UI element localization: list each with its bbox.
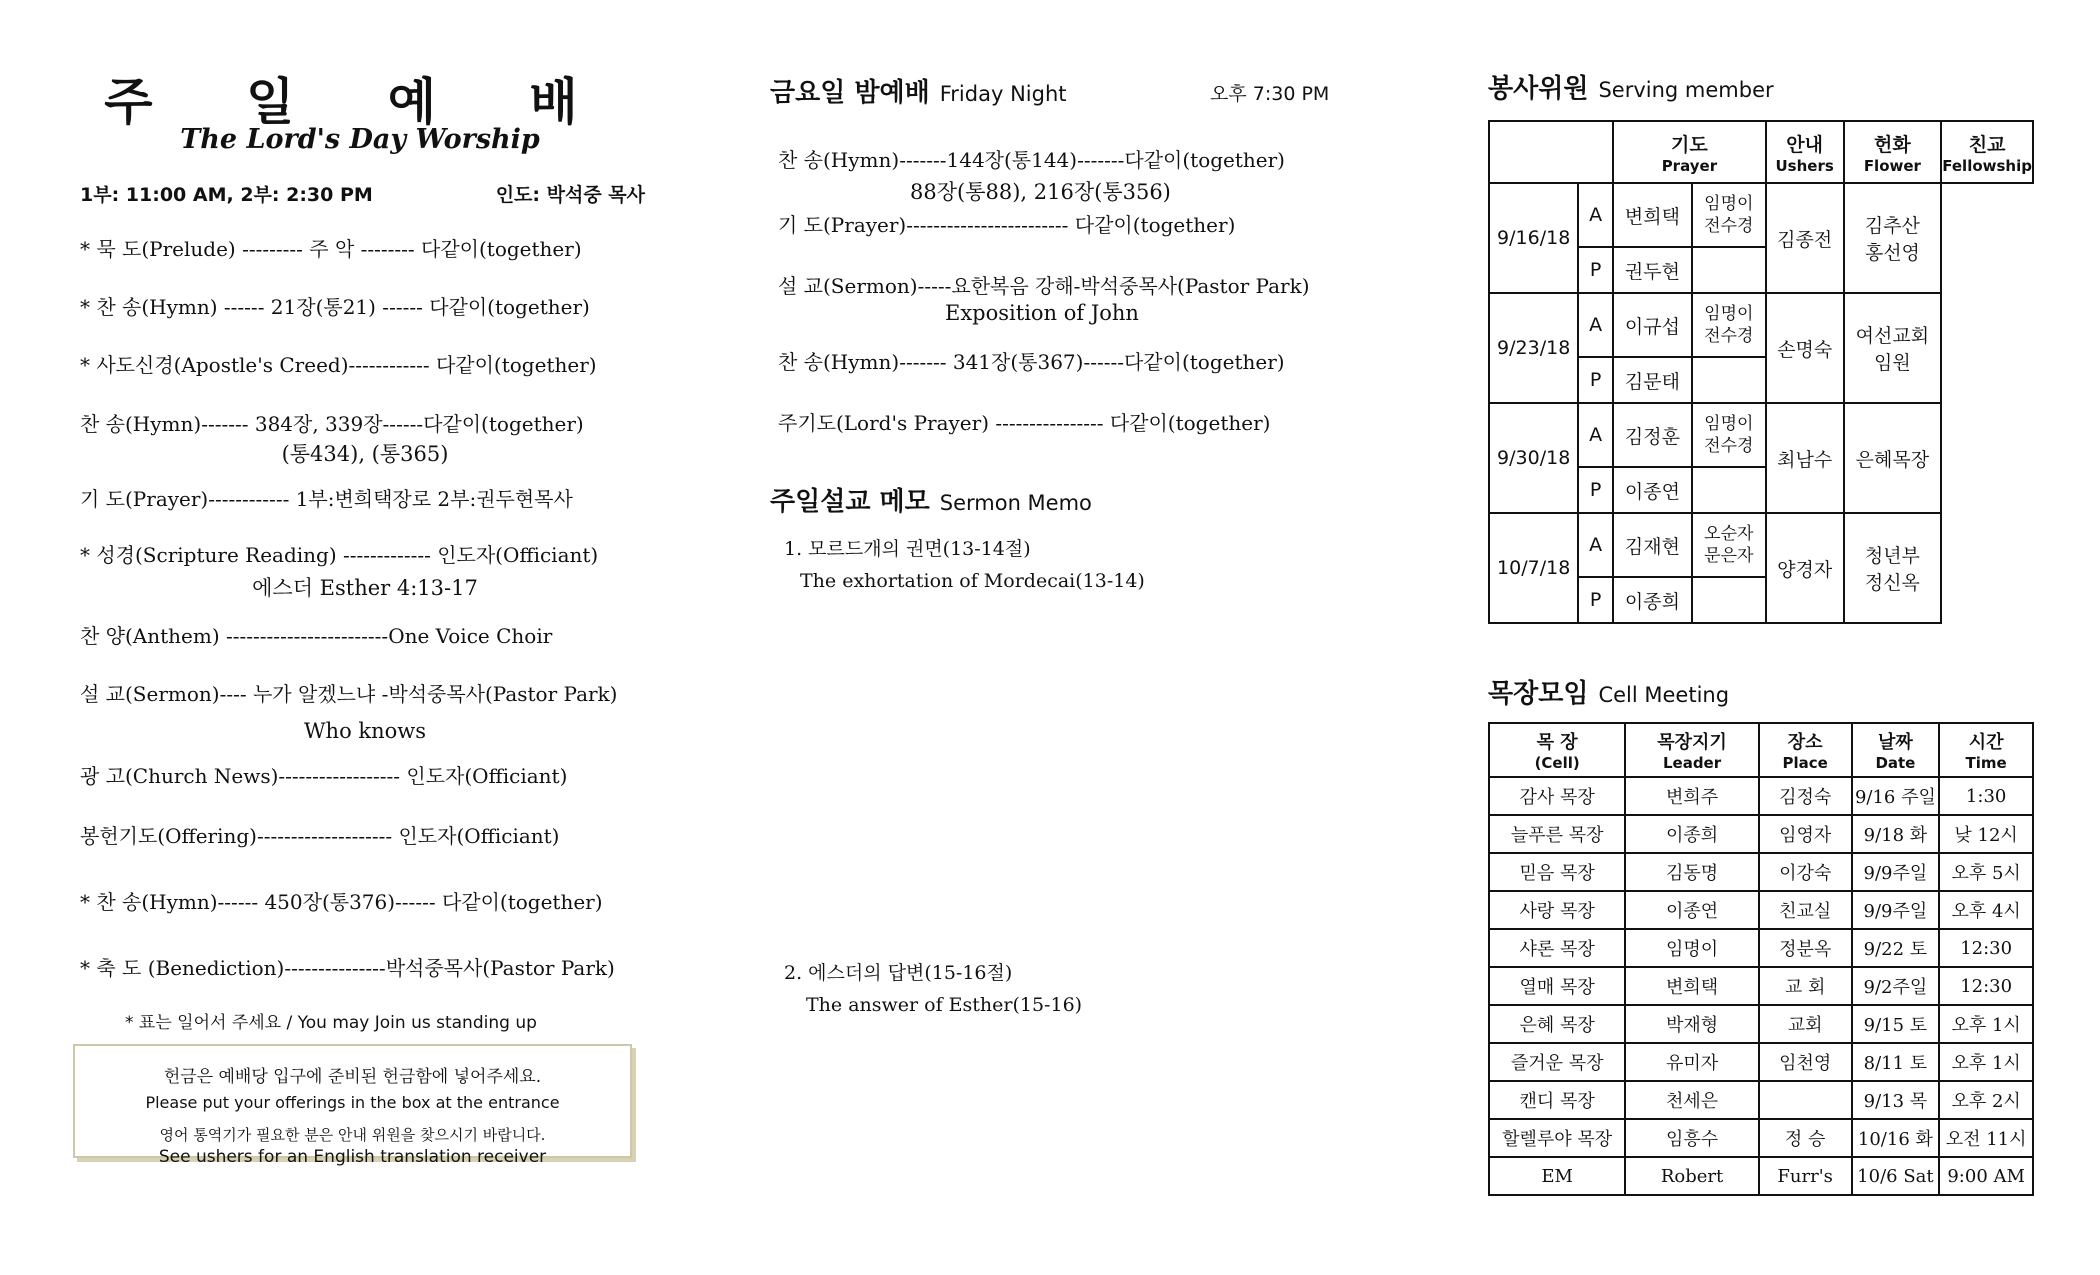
prayer-p: 이종희: [1613, 577, 1692, 623]
friday-title-en: Friday Night: [939, 82, 1067, 106]
serving-header-row: [1489, 121, 2033, 183]
serving-header-blank: [1489, 121, 1613, 183]
cell-header-row: [1489, 723, 2033, 777]
flower: 양경자: [1766, 513, 1844, 623]
header-ushers: 안내 Ushers: [1766, 121, 1844, 183]
cell-place: 교 회: [1759, 967, 1852, 1005]
service-times-row: [80, 180, 645, 207]
friday-heading: [770, 72, 1067, 109]
prayer-p: 이종연: [1613, 467, 1692, 513]
p-label: P: [1578, 247, 1613, 293]
cell-table: [1488, 722, 2034, 1196]
cell-place: 임영자: [1759, 815, 1852, 853]
ushers-blank: [1692, 467, 1766, 513]
ushers: 임명이 전수경: [1692, 183, 1766, 247]
order-item: 봉헌기도(Offering)-------------------- 인도자(Officiant): [80, 824, 560, 848]
ushers: 오순자 문은자: [1692, 513, 1766, 577]
table-row: [1489, 1157, 2033, 1195]
flower: 최남수: [1766, 403, 1844, 513]
cell-date: 9/18 화: [1852, 815, 1940, 853]
cell-date: 10/6 Sat: [1852, 1157, 1940, 1195]
cell-time: 1:30: [1939, 777, 2033, 815]
cell-name: 믿음 목장: [1489, 853, 1625, 891]
cell-place: 정분옥: [1759, 929, 1852, 967]
serving-row: [1489, 513, 2033, 577]
cell-heading: [1488, 673, 1729, 710]
header-cell: 목 장 (Cell): [1489, 723, 1625, 777]
header-place: 장소 Place: [1759, 723, 1852, 777]
order-item: 설 교(Sermon)---- 누가 알겠느냐 -박석중목사(Pastor Park): [80, 682, 618, 706]
cell-name: 열매 목장: [1489, 967, 1625, 1005]
cell-place: 교회: [1759, 1005, 1852, 1043]
p-label: P: [1578, 577, 1613, 623]
serving-row: [1489, 293, 2033, 357]
a-label: A: [1578, 183, 1613, 247]
a-label: A: [1578, 293, 1613, 357]
order-item: 기 도(Prayer)------------ 1부:변희택장로 2부:권두현목사: [80, 487, 573, 511]
friday-title: 금요일 밤예배: [770, 78, 930, 108]
cell-name: 감사 목장: [1489, 777, 1625, 815]
cell-date: 9/2주일: [1852, 967, 1940, 1005]
cell-date: 9/9주일: [1852, 853, 1940, 891]
friday-sermon-en: Exposition of John: [945, 301, 1139, 325]
cell-time: 낮 12시: [1939, 815, 2033, 853]
fellowship: 은혜목장: [1844, 403, 1942, 513]
cell-date: 10/16 화: [1852, 1119, 1940, 1157]
cell-place: 정 승: [1759, 1119, 1852, 1157]
a-label: A: [1578, 403, 1613, 467]
friday-item: 설 교(Sermon)-----요한복음 강해-박석중목사(Pastor Park): [778, 274, 1310, 298]
cell-place: 임천영: [1759, 1043, 1852, 1081]
cell-place: 김정숙: [1759, 777, 1852, 815]
friday-item: 찬 송(Hymn)-------144장(통144)-------다같이(together): [778, 148, 1285, 172]
ushers: 임명이 전수경: [1692, 293, 1766, 357]
table-row: [1489, 1005, 2033, 1043]
p-label: P: [1578, 467, 1613, 513]
offering-notice-en: Please put your offerings in the box at the entrance: [145, 1093, 560, 1112]
memo-point-1-ko: 1. 모르드개의 권면(13-14절): [784, 538, 1031, 560]
translation-notice-ko: 영어 통역기가 필요한 분은 안내 위원을 찾으시기 바랍니다.: [159, 1126, 546, 1144]
cell-name: 늘푸른 목장: [1489, 815, 1625, 853]
cell-leader: 변희주: [1625, 777, 1758, 815]
cell-title: 목장모임: [1488, 679, 1589, 709]
cell-leader: 임명이: [1625, 929, 1758, 967]
service-leader: 인도: 박석중 목사: [495, 184, 645, 206]
cell-date: 9/13 목: [1852, 1081, 1940, 1119]
p-label: P: [1578, 357, 1613, 403]
serving-date: 10/7/18: [1489, 513, 1578, 623]
friday-item: 기 도(Prayer)------------------------ 다같이(together): [778, 213, 1236, 237]
cell-time: 12:30: [1939, 929, 2033, 967]
memo-point-2-en: The answer of Esther(15-16): [806, 994, 1083, 1016]
cell-leader: Robert: [1625, 1157, 1758, 1195]
serving-date: 9/16/18: [1489, 183, 1578, 293]
translation-notice-en: See ushers for an English translation receiver: [158, 1147, 547, 1167]
serving-date: 9/30/18: [1489, 403, 1578, 513]
friday-time: 오후 7:30 PM: [1210, 83, 1330, 105]
cell-time: 9:00 AM: [1939, 1157, 2033, 1195]
cell-time: 오후 4시: [1939, 891, 2033, 929]
ushers-blank: [1692, 357, 1766, 403]
order-item: * 성경(Scripture Reading) ------------- 인도자(Officiant): [80, 543, 599, 567]
cell-date: 9/9주일: [1852, 891, 1940, 929]
header-prayer: 기도 Prayer: [1613, 121, 1766, 183]
serving-table: [1488, 120, 2034, 624]
cell-name: 즐거운 목장: [1489, 1043, 1625, 1081]
cell-time: 오후 1시: [1939, 1043, 2033, 1081]
cell-leader: 이종희: [1625, 815, 1758, 853]
serving-row: [1489, 183, 2033, 247]
cell-name: EM: [1489, 1157, 1625, 1195]
ushers-blank: [1692, 577, 1766, 623]
prayer-a: 김재현: [1613, 513, 1692, 577]
table-row: [1489, 815, 2033, 853]
cell-name: 캔디 목장: [1489, 1081, 1625, 1119]
friday-item: 찬 송(Hymn)------- 341장(통367)------다같이(together): [778, 350, 1285, 374]
cell-name: 사랑 목장: [1489, 891, 1625, 929]
a-label: A: [1578, 513, 1613, 577]
friday-item: 주기도(Lord's Prayer) ---------------- 다같이(together): [778, 411, 1271, 435]
cell-place: [1759, 1081, 1852, 1119]
sermon-title-en: Who knows: [303, 719, 427, 743]
ushers-blank: [1692, 247, 1766, 293]
memo-point-2-ko: 2. 에스더의 답변(15-16절): [784, 962, 1013, 984]
cell-title-en: Cell Meeting: [1598, 683, 1730, 707]
flower: 손명숙: [1766, 293, 1844, 403]
order-item: * 찬 송(Hymn) ------ 21장(통21) ------ 다같이(together): [80, 295, 590, 319]
fellowship: 여선교회 임원: [1844, 293, 1942, 403]
cell-time: 오전 11시: [1939, 1119, 2033, 1157]
order-item: * 찬 송(Hymn)------ 450장(통376)------ 다같이(together): [80, 890, 603, 914]
header-date: 날짜 Date: [1852, 723, 1940, 777]
cell-time: 오후 1시: [1939, 1005, 2033, 1043]
table-row: [1489, 853, 2033, 891]
cell-place: 친교실: [1759, 891, 1852, 929]
flower: 김종전: [1766, 183, 1844, 293]
prayer-a: 변희택: [1613, 183, 1692, 247]
header-fellowship: 친교 Fellowship: [1941, 121, 2033, 183]
order-item: * 묵 도(Prelude) --------- 주 악 -------- 다같이(together): [80, 237, 582, 261]
table-row: [1489, 929, 2033, 967]
standing-note: * 표는 일어서 주세요 / You may Join us standing up: [125, 1013, 537, 1033]
fellowship: 김추산 홍선영: [1844, 183, 1942, 293]
main-title: 주 일 예 배: [104, 73, 616, 131]
cell-leader: 변희택: [1625, 967, 1758, 1005]
memo-title: 주일설교 메모: [770, 487, 930, 517]
prayer-p: 김문태: [1613, 357, 1692, 403]
table-row: [1489, 777, 2033, 815]
cell-time: 오후 2시: [1939, 1081, 2033, 1119]
cell-name: 할렐루야 목장: [1489, 1119, 1625, 1157]
ushers: 임명이 전수경: [1692, 403, 1766, 467]
offering-notice-ko: 헌금은 예배당 입구에 준비된 헌금함에 넣어주세요.: [163, 1067, 542, 1087]
memo-title-en: Sermon Memo: [939, 491, 1092, 515]
offering-notice-box: [73, 1044, 632, 1167]
prayer-a: 이규섭: [1613, 293, 1692, 357]
cell-time: 12:30: [1939, 967, 2033, 1005]
table-row: [1489, 1043, 2033, 1081]
order-item: 찬 양(Anthem) ------------------------One Voice Choir: [80, 624, 553, 648]
cell-leader: 이종연: [1625, 891, 1758, 929]
serving-heading: [1488, 68, 1774, 105]
cell-leader: 천세은: [1625, 1081, 1758, 1119]
prayer-p: 권두현: [1613, 247, 1692, 293]
prayer-a: 김정훈: [1613, 403, 1692, 467]
memo-point-1-en: The exhortation of Mordecai(13-14): [800, 570, 1145, 592]
serving-date: 9/23/18: [1489, 293, 1578, 403]
cell-time: 오후 5시: [1939, 853, 2033, 891]
cell-name: 은혜 목장: [1489, 1005, 1625, 1043]
table-row: [1489, 891, 2033, 929]
order-item: 찬 송(Hymn)------- 384장, 339장------다같이(together): [80, 412, 584, 436]
cell-leader: 김동명: [1625, 853, 1758, 891]
cell-date: 9/16 주일: [1852, 777, 1940, 815]
header-flower: 헌화 Flower: [1844, 121, 1942, 183]
cell-date: 9/22 토: [1852, 929, 1940, 967]
cell-date: 9/15 토: [1852, 1005, 1940, 1043]
header-time: 시간 Time: [1939, 723, 2033, 777]
scripture-reference: 에스더 Esther 4:13-17: [252, 576, 478, 600]
serving-title-en: Serving member: [1598, 78, 1774, 102]
service-times: 1부: 11:00 AM, 2부: 2:30 PM: [80, 184, 373, 206]
table-row: [1489, 1081, 2033, 1119]
cell-leader: 유미자: [1625, 1043, 1758, 1081]
memo-heading: [770, 481, 1092, 518]
order-item-sub: (통434), (통365): [281, 442, 449, 466]
friday-item-sub: 88장(통88), 216장(통356): [910, 180, 1171, 204]
order-item: * 사도신경(Apostle's Creed)------------ 다같이(together): [80, 353, 597, 377]
cell-leader: 박재형: [1625, 1005, 1758, 1043]
cell-name: 샤론 목장: [1489, 929, 1625, 967]
cell-place: Furr's: [1759, 1157, 1852, 1195]
cell-place: 이강숙: [1759, 853, 1852, 891]
main-subtitle: The Lord's Day Worship: [180, 124, 540, 155]
order-item: * 축 도 (Benediction)---------------박석중목사(Pastor Park): [80, 956, 615, 980]
cell-leader: 임흥수: [1625, 1119, 1758, 1157]
header-leader: 목장지기 Leader: [1625, 723, 1758, 777]
cell-table-body: [1489, 777, 2033, 1195]
fellowship: 청년부 정신옥: [1844, 513, 1942, 623]
table-row: [1489, 1119, 2033, 1157]
serving-row: [1489, 403, 2033, 467]
cell-date: 8/11 토: [1852, 1043, 1940, 1081]
order-item: 광 고(Church News)------------------ 인도자(Officiant): [80, 764, 568, 788]
table-row: [1489, 967, 2033, 1005]
serving-title: 봉사위원: [1488, 74, 1589, 104]
